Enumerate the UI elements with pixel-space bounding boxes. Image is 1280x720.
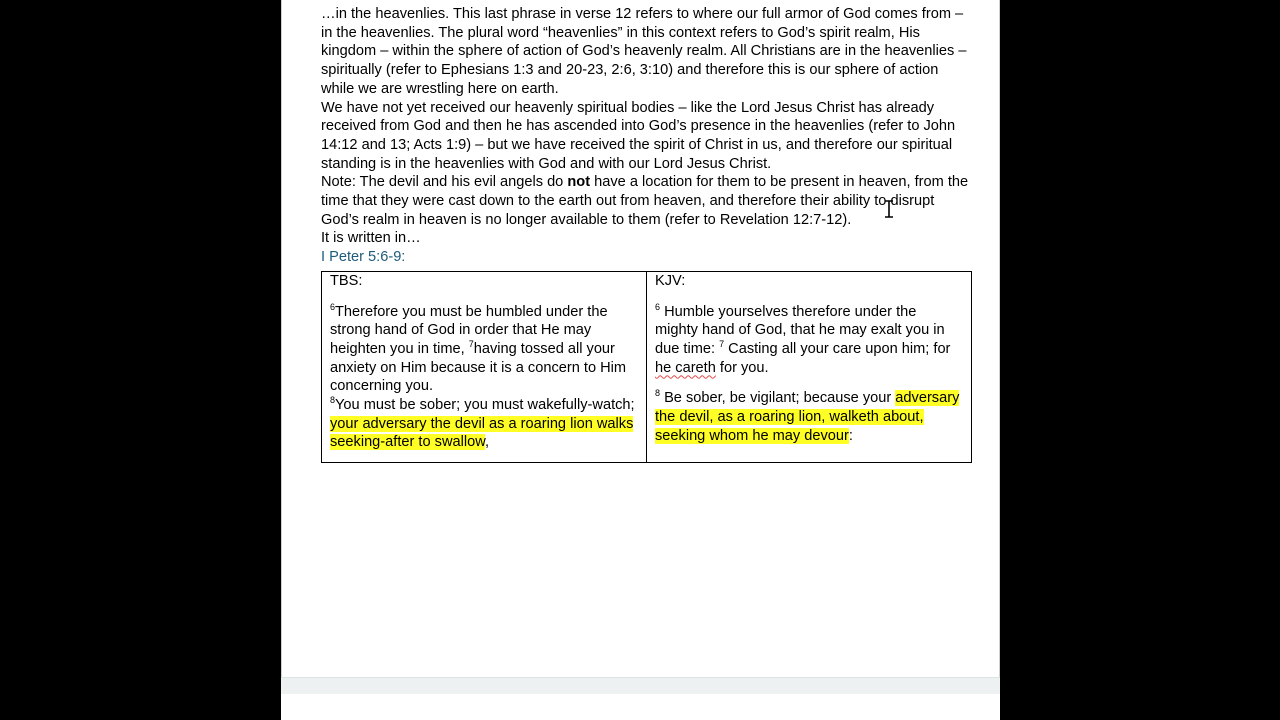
verse-number: 6 [655,301,661,312]
kjv-verse-8-highlight: adversary the devil, as a roaring lion, walketh about, seeking whom he may devour [655,390,960,444]
paragraph-heavenlies: …in the heavenlies. This last phrase in verse 12 refers to where our full armor of God comes from – in the heavenlies. The plural word “heavenlies” in this context refers to God’s spirit realm, His kingdom – within the sphere of action of God’s heavenly realm. All Christians are in the heavenlies – spiritually (refer to Ephesians 1:3 and 20-23, 2:6, 3:10) and therefore this is our sphere of action while we are wrestling here on earth. [321,6,967,97]
kjv-verse-8-end: : [848,427,853,444]
verse-number: 7 [719,338,725,349]
horizontal-scrollbar[interactable] [281,677,1000,694]
verse-comparison-table [321,271,972,463]
verse-number: 8 [655,388,661,399]
verse-number: 7 [468,338,474,349]
spelling-flag[interactable]: he careth [655,359,716,376]
tbs-verses-6-7 [330,303,638,397]
tbs-verse-8: You must be sober; you must wakefully-watch; [335,397,635,414]
tbs-verse-7: having tossed all your anxiety on Him because it is a concern to Him concerning you. [330,340,627,395]
tbs-verse-8-block [330,396,638,452]
kjv-verse-7a: Casting all your care upon him; for [724,340,951,357]
paragraph-spiritual-bodies: We have not yet received our heavenly spiritual bodies – like the Lord Jesus Christ has already received from God and then he has ascended into God’s presence in the heavenlies (refer to John 14:12 and 13; Acts 1:9) – but we have received the spirit of Christ in us, and therefore our spiritual standing is in the heavenlies with God and with our Lord Jesus Christ. [321,99,956,172]
text-cursor-icon [883,200,895,218]
next-page-edge [281,694,1000,720]
kjv-header: KJV: [655,272,686,289]
kjv-verse-6: Humble yourselves therefore under the mighty hand of God, that he may exalt you in due time: [655,303,945,357]
tbs-cell[interactable] [322,271,647,462]
kjv-verses-6-7 [655,303,963,378]
tbs-verse-8-end: , [484,434,489,451]
paragraph-note [321,173,975,229]
document-page [281,0,1000,720]
reference-heading: I Peter 5:6-9: [321,249,406,266]
note-text-start: Note: The devil and his evil angels do [321,174,568,191]
kjv-verse-8: Be sober, be vigilant; because your [660,390,896,407]
tbs-verse-8-highlight: your adversary the devil as a roaring lion walks seeking-after to swallow [330,415,634,451]
kjv-verse-7b: for you. [715,359,769,376]
paragraph-it-is-written: It is written in… [321,230,421,247]
table-row [322,271,972,462]
kjv-verse-8-block [655,389,963,445]
verse-number: 8 [330,395,336,406]
tbs-verse-6: Therefore you must be humbled under the strong hand of God in order that He may heighten you in time, [330,303,608,357]
kjv-cell[interactable] [647,271,972,462]
verse-number: 6 [330,301,336,312]
note-bold-word: not [567,174,591,191]
document-body[interactable] [321,5,975,463]
tbs-header: TBS: [330,272,363,289]
note-text-end: have a location for them to be present in heaven, from the time that they were cast down to the earth out from heaven, and therefore their ability to disrupt God’s realm in heaven is no longer available to them (refer to Revelation 12:7-12). [321,174,969,228]
